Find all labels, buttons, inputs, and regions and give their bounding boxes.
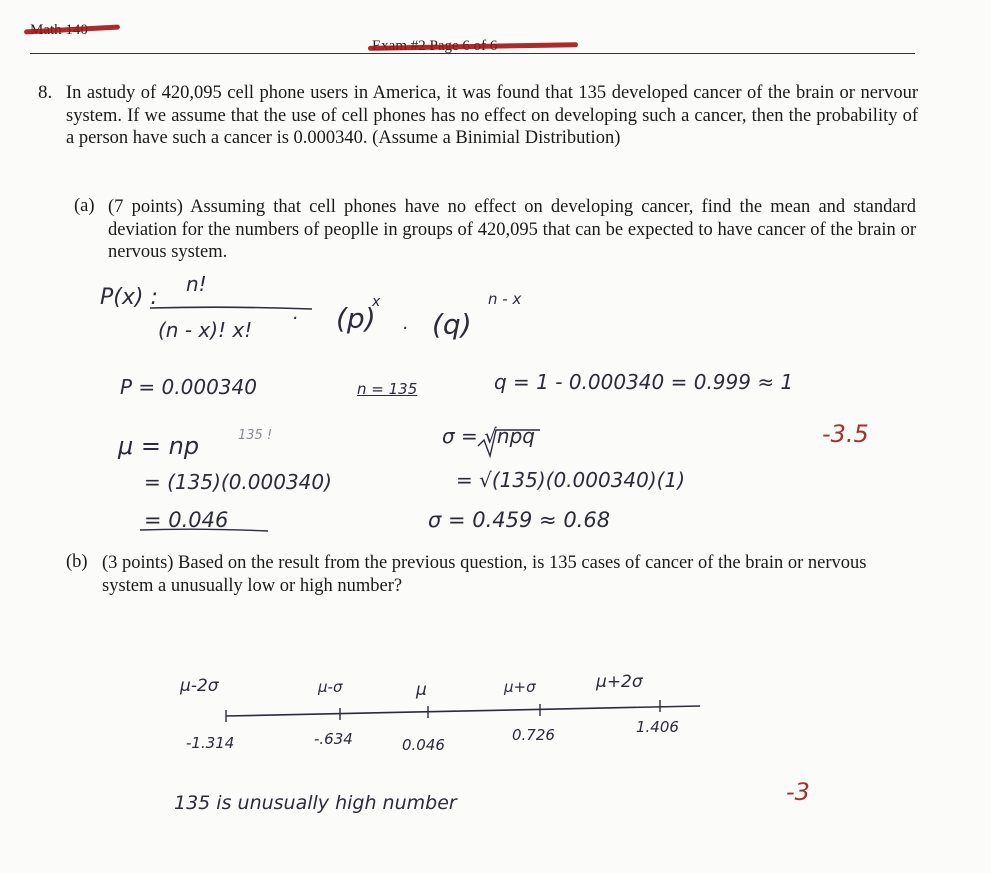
nl-bottom-value: -.634	[314, 730, 353, 748]
hw-mu-result: = 0.046	[144, 508, 229, 532]
hw-formula-lhs: P(x) :	[100, 285, 158, 310]
number-line	[226, 706, 700, 716]
question-number: 8.	[38, 82, 53, 103]
nl-bottom-value: -1.314	[186, 734, 235, 752]
nl-bottom-value: 0.726	[512, 726, 555, 744]
hw-conclusion: 135 is unusually high number	[174, 792, 457, 814]
hw-mu-label: μ = np	[118, 432, 200, 460]
hw-dot: ·	[292, 308, 298, 329]
hw-numerator: n!	[186, 272, 207, 296]
hw-sigma-result: σ = 0.459 ≈ 0.68	[428, 508, 611, 532]
result-underline	[140, 529, 268, 531]
part-b-label: (b)	[66, 552, 88, 572]
hw-q-base: (q)	[432, 308, 472, 341]
hw-mu-substitution: = (135)(0.000340)	[144, 470, 332, 494]
nl-top-label: μ-2σ	[180, 676, 219, 696]
grade-mark-a: -3.5	[822, 420, 869, 448]
hw-q-value: q = 1 - 0.000340 = 0.999 ≈ 1	[494, 370, 794, 394]
nl-bottom-value: 1.406	[636, 718, 679, 736]
hw-sigma-label: σ = √npq	[442, 424, 535, 448]
hw-dot: ·	[402, 318, 408, 339]
nl-top-label: μ-σ	[318, 678, 343, 696]
hw-denominator: (n - x)! x!	[158, 318, 253, 342]
question-text: In astudy of 420,095 cell phone users in America, it was found that 135 developed cancer of the brain or nervour system. If we assume that the use of cell phones has no effect on developing such a cancer, then the probability of a person have such a cancer is 0.000340. (Assume a Binimial Distribution)	[66, 83, 918, 148]
fraction-bar	[150, 307, 312, 309]
part-a-label: (a)	[74, 196, 95, 216]
radical-sign	[478, 430, 540, 456]
part-a-text: (7 points) Assuming that cell phones have no effect on developing cancer, find the mean and standard deviation for the numbers of peoplle in groups of 420,095 that can be expected to have cancer of the brain or nervous system.	[108, 197, 916, 262]
hw-p-value: P = 0.000340	[120, 375, 257, 399]
hw-p-base: (p)	[336, 302, 376, 335]
hw-q-exponent: n - x	[488, 290, 522, 308]
nl-top-label: μ+2σ	[596, 672, 643, 692]
grade-mark-b: -3	[786, 778, 810, 806]
part-b-text: (3 points) Based on the result from the previous question, is 135 cases of cancer of the brain or nervous system a unusually low or high number?	[102, 553, 867, 596]
hw-p-exponent: x	[372, 294, 381, 310]
nl-top-label: μ+σ	[504, 678, 536, 696]
hw-sigma-substitution: = √(135)(0.000340)(1)	[456, 468, 686, 492]
hw-n-value: n = 135	[357, 380, 418, 398]
nl-bottom-value: 0.046	[402, 736, 445, 754]
hw-faint-note: 135 !	[238, 428, 273, 443]
nl-top-label: μ	[416, 680, 427, 700]
